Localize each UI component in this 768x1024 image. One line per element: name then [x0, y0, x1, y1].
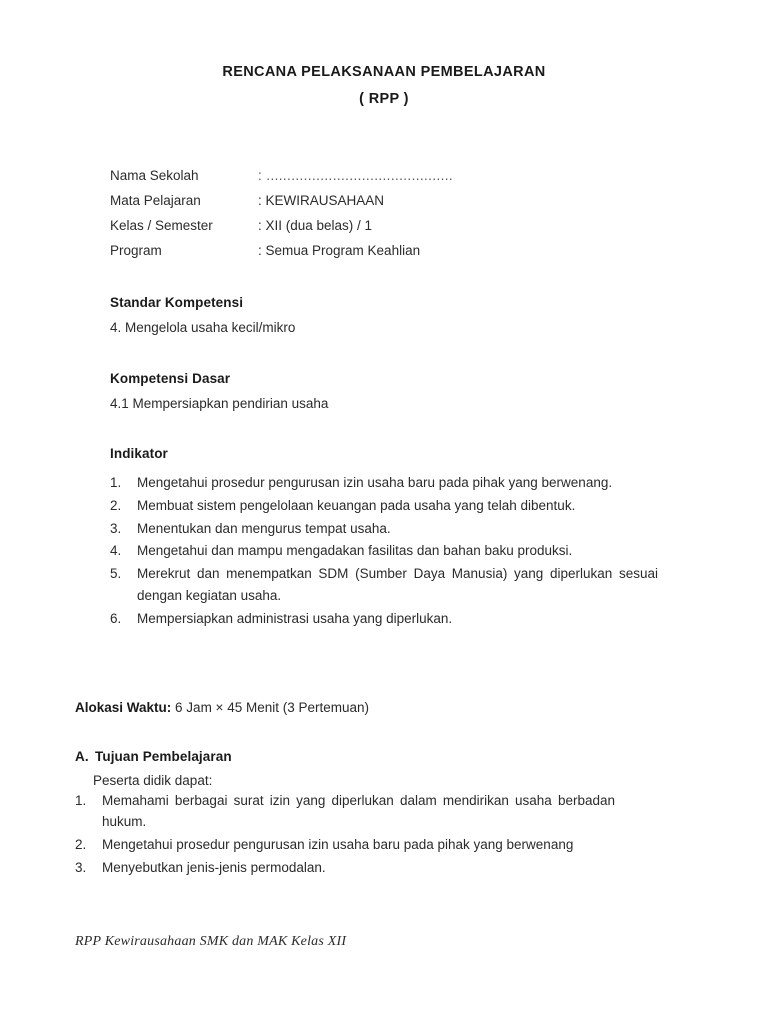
list-item-text: Mempersiapkan administrasi usaha yang diperlukan. — [137, 611, 453, 627]
page-footer: RPP Kewirausahaan SMK dan MAK Kelas XII — [75, 934, 347, 949]
list-item-number: 6. — [110, 611, 122, 627]
list-item-number: 1. — [75, 792, 87, 808]
list-item-text: Menyebutkan jenis-jenis permodalan. — [102, 860, 326, 876]
list-item-text: Mengetahui dan mampu mengadakan fasilitas dan bahan baku produksi. — [137, 543, 573, 559]
list-item — [110, 495, 658, 517]
list-item-text: Mengetahui prosedur pengurusan izin usaha baru pada pihak yang berwenang — [102, 837, 574, 853]
list-item — [75, 857, 615, 879]
section-heading — [75, 749, 658, 764]
alokasi-waktu-line — [75, 699, 658, 717]
list-item-number: 4. — [110, 543, 122, 559]
section-heading: Indikator — [110, 446, 168, 461]
identity-row-mata-pelajaran — [110, 193, 570, 218]
identity-value: : Semua Program Keahlian — [258, 243, 421, 258]
list-item-text: Merekrut dan menempatkan SDM (Sumber Daya Manusia) yang diperlukan sesuai dengan kegiatan usaha. — [137, 566, 658, 604]
list-item — [110, 472, 658, 494]
list-item — [110, 540, 658, 562]
identity-value: : KEWIRAUSAHAAN — [258, 193, 385, 208]
list-item-text: Membuat sistem pengelolaan keuangan pada usaha yang telah dibentuk. — [137, 497, 576, 513]
list-item-number: 1. — [110, 474, 122, 490]
list-item — [75, 834, 615, 856]
identity-label: Program — [110, 243, 162, 258]
section-heading: Kompetensi Dasar — [110, 371, 231, 386]
list-item-number: 2. — [75, 837, 87, 853]
page-subtitle: ( RPP ) — [359, 91, 409, 108]
list-item-text: Menentukan dan mengurus tempat usaha. — [137, 520, 391, 536]
alokasi-waktu-label: Alokasi Waktu: — [75, 700, 172, 715]
section-indikator — [110, 446, 658, 631]
identity-label: Kelas / Semester — [110, 218, 213, 233]
section-body: 4.1 Mempersiapkan pendirian usaha — [110, 395, 329, 411]
list-item-text: Mengetahui prosedur pengurusan izin usaha baru pada pihak yang berwenang. — [137, 474, 613, 490]
identity-value: : XII (dua belas) / 1 — [258, 218, 373, 233]
identity-value: : ............................................. — [258, 168, 454, 183]
identity-row-nama-sekolah — [110, 168, 570, 193]
list-item-number: 3. — [110, 520, 122, 536]
title-block — [0, 64, 768, 109]
section-alokasi-waktu — [75, 699, 658, 717]
list-item-text: Memahami berbagai surat izin yang diperlukan dalam mendirikan usaha berbadan hukum. — [102, 792, 615, 830]
list-item — [110, 608, 658, 630]
identity-fields — [110, 168, 570, 268]
list-item — [75, 790, 615, 834]
page-title: RENCANA PELAKSANAAN PEMBELAJARAN — [222, 64, 546, 80]
identity-label: Nama Sekolah — [110, 168, 199, 183]
list-item — [110, 518, 658, 540]
section-tujuan-pembelajaran — [75, 749, 658, 880]
identity-label: Mata Pelajaran — [110, 193, 201, 208]
section-body: 4. Mengelola usaha kecil/mikro — [110, 319, 296, 335]
list-item-number: 5. — [110, 566, 122, 582]
section-kompetensi-dasar — [110, 371, 658, 413]
identity-row-program — [110, 243, 570, 268]
tujuan-lead-in: Peserta didik dapat: — [93, 773, 213, 788]
list-item-number: 2. — [110, 497, 122, 513]
indikator-list — [110, 472, 658, 630]
alokasi-waktu-value: 6 Jam × 45 Menit (3 Pertemuan) — [175, 700, 370, 715]
tujuan-list — [75, 790, 615, 879]
identity-row-kelas-semester — [110, 218, 570, 243]
list-item — [110, 563, 658, 607]
list-item-number: 3. — [75, 860, 87, 876]
section-standar-kompetensi — [110, 295, 658, 337]
section-marker: A. — [75, 749, 89, 764]
section-heading: Standar Kompetensi — [110, 295, 244, 310]
section-heading-text: Tujuan Pembelajaran — [95, 749, 232, 764]
